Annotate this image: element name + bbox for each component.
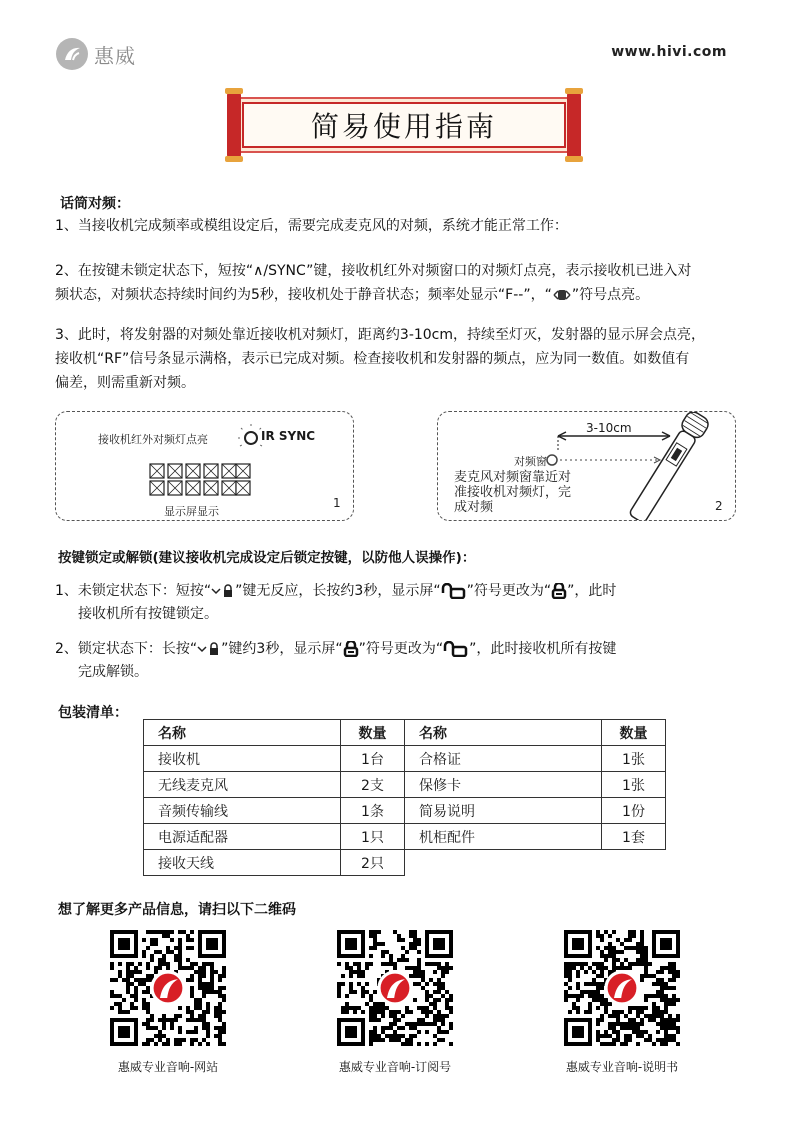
unlocked-icon — [441, 583, 467, 599]
qr-code-icon — [564, 930, 680, 1046]
header-name: 名称 — [405, 720, 602, 746]
pairing-step-3-line2: 接收机“RF”信号条显示满格，表示已完成对频。检查接收机和发射器的频点，应为同一数值。如数值有 — [55, 351, 690, 367]
pairing-step-1: 1、当接收机完成频率或模组设定后，需要完成麦克风的对频，系统才能正常工作： — [55, 218, 568, 234]
item-qty: 1只 — [341, 824, 405, 850]
diagram-receiver — [55, 411, 354, 521]
pairing-step-2-line1: 2、在按键未锁定状态下，短按“∧/SYNC”键，接收机红外对频窗口的对频灯点亮，表示接收机已进入对 — [55, 263, 692, 279]
caption-line-2: 准接收机对频灯，完 — [454, 485, 572, 500]
empty-cell — [405, 850, 602, 876]
diagram2-number: 2 — [715, 499, 723, 513]
packing-heading: 包装清单： — [58, 705, 128, 721]
item-qty: 2支 — [341, 772, 405, 798]
item-name: 接收天线 — [144, 850, 341, 876]
locked-icon — [343, 641, 359, 657]
website-url: www.hivi.com — [611, 44, 727, 60]
qr-manual[interactable] — [557, 930, 687, 1075]
qr-code-icon — [110, 930, 226, 1046]
brand-logo — [56, 38, 136, 70]
caption-line-3: 成对频 — [454, 500, 494, 515]
mute-speaker-icon — [552, 287, 572, 303]
ir-sync-label: IR SYNC — [261, 429, 316, 443]
lock-heading: 按键锁定或解锁(建议接收机完成设定后锁定按键，以防他人误操作)： — [58, 550, 476, 566]
screen-label: 显示屏显示 — [164, 505, 219, 518]
pairing-step-2-line2 — [55, 283, 649, 307]
down-lock-key-icon — [211, 584, 235, 598]
item-qty: 1张 — [602, 772, 666, 798]
lock-item-1-c: ”符号更改为“ — [466, 583, 552, 599]
item-name: 电源适配器 — [144, 824, 341, 850]
lock-item-1-a: 1、未锁定状态下：短按“ — [55, 583, 212, 599]
header-name: 名称 — [144, 720, 341, 746]
pairing-step-2-end: ”符号点亮。 — [571, 287, 650, 303]
table-header-row — [144, 720, 666, 746]
packing-table — [143, 719, 666, 876]
qr-subscription[interactable] — [330, 930, 460, 1075]
table-row — [144, 824, 666, 850]
page-title: 简易使用指南 — [310, 110, 497, 143]
item-name: 无线麦克风 — [144, 772, 341, 798]
lock-item-1-line1 — [55, 579, 616, 603]
caption-line-1: 麦克风对频窗靠近对 — [454, 470, 572, 485]
item-qty: 1条 — [341, 798, 405, 824]
lock-item-1-line2: 接收机所有按键锁定。 — [78, 606, 218, 622]
lock-item-1-b: ”键无反应，长按约3秒，显示屏“ — [235, 583, 441, 599]
qr-caption: 惠威专业音响-说明书 — [565, 1060, 679, 1074]
item-name: 合格证 — [405, 746, 602, 772]
table-row — [144, 850, 666, 876]
pairing-step-3-line3: 偏差，则需重新对频。 — [55, 375, 195, 391]
title-banner — [225, 88, 583, 162]
lock-item-2-a: 2、锁定状态下：长按“ — [55, 641, 198, 657]
qr-caption: 惠威专业音响-网站 — [117, 1060, 219, 1074]
item-name: 机柜配件 — [405, 824, 602, 850]
qr-website[interactable] — [103, 930, 233, 1075]
lcd-segment-display — [148, 462, 252, 498]
item-qty: 2只 — [341, 850, 405, 876]
distance-label: 3-10cm — [586, 421, 632, 435]
item-name: 接收机 — [144, 746, 341, 772]
lock-item-2-b: ”键约3秒，显示屏“ — [221, 641, 343, 657]
item-qty: 1台 — [341, 746, 405, 772]
unlocked-icon — [443, 641, 469, 657]
hivi-logo-icon — [56, 38, 88, 70]
table-row — [144, 746, 666, 772]
item-qty: 1张 — [602, 746, 666, 772]
lock-item-1-d: ”，此时 — [567, 583, 617, 599]
item-qty: 1套 — [602, 824, 666, 850]
lock-item-2-line1 — [55, 637, 616, 661]
diagram1-number: 1 — [333, 496, 341, 510]
header-qty: 数量 — [341, 720, 405, 746]
item-name: 音频传输线 — [144, 798, 341, 824]
locked-icon — [551, 583, 567, 599]
qr-heading: 想了解更多产品信息，请扫以下二维码 — [58, 902, 296, 918]
item-name: 保修卡 — [405, 772, 602, 798]
item-qty: 1份 — [602, 798, 666, 824]
qr-caption: 惠威专业音响-订阅号 — [338, 1060, 452, 1074]
pairing-window-label: 对频窗 — [514, 455, 547, 468]
lock-item-2-line2: 完成解锁。 — [78, 664, 148, 680]
pairing-step-2-text: 频状态，对频状态持续时间约为5秒，接收机处于静音状态；频率处显示“F--”，“ — [55, 287, 552, 303]
down-lock-key-icon — [197, 642, 221, 656]
pairing-heading: 话筒对频： — [60, 196, 130, 212]
header-qty: 数量 — [602, 720, 666, 746]
pairing-step-3-line1: 3、此时，将发射器的对频处靠近接收机对频灯，距离约3-10cm，持续至灯灭，发射器的显示屏会点亮， — [55, 327, 706, 343]
item-name: 简易说明 — [405, 798, 602, 824]
qr-code-icon — [337, 930, 453, 1046]
diagram-microphone — [437, 411, 736, 521]
table-row — [144, 798, 666, 824]
brand-name: 惠威 — [94, 43, 136, 68]
empty-cell — [602, 850, 666, 876]
diagram1-label: 接收机红外对频灯点亮 — [98, 433, 208, 446]
lock-item-2-c: ”符号更改为“ — [358, 641, 444, 657]
lock-item-2-d: ”，此时接收机所有按键 — [469, 641, 617, 657]
table-row — [144, 772, 666, 798]
diagram2-caption — [454, 470, 571, 515]
